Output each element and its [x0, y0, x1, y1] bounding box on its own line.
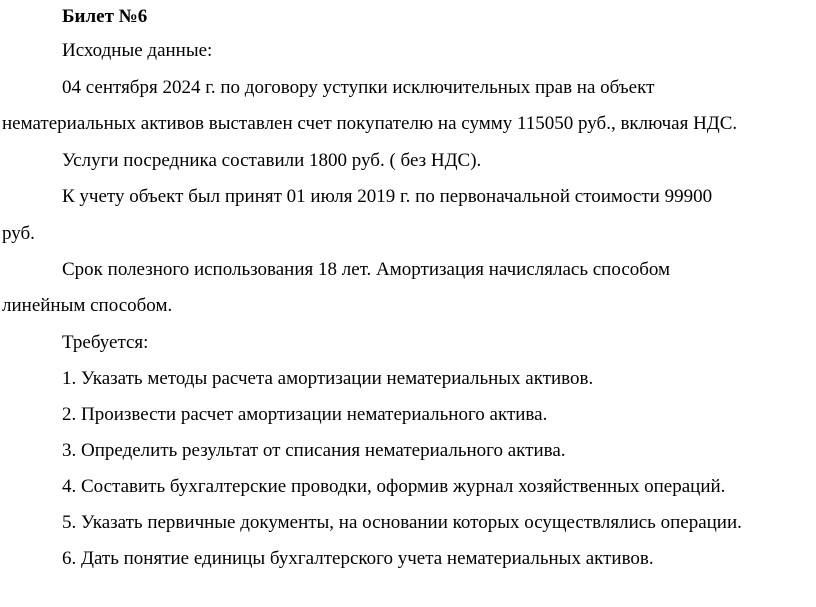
requirement-item: 5. Указать первичные документы, на основании которых осуществлялись операции.: [62, 512, 742, 533]
paragraph-3-line-2: руб.: [2, 223, 35, 244]
requirement-item: 6. Дать понятие единицы бухгалтерского учета нематериальных активов.: [62, 548, 654, 569]
requirement-item: 3. Определить результат от списания нематериального актива.: [62, 440, 566, 461]
requirements-heading: Требуется:: [62, 332, 149, 353]
requirement-item: 4. Составить бухгалтерские проводки, оформив журнал хозяйственных операций.: [62, 476, 726, 497]
ticket-title: Билет №6: [62, 6, 148, 27]
paragraph-4-line-1: Срок полезного использования 18 лет. Амортизация начислялась способом: [62, 259, 671, 280]
source-data-heading: Исходные данные:: [62, 40, 213, 61]
requirement-item: 1. Указать методы расчета амортизации нематериальных активов.: [62, 368, 594, 389]
paragraph-1-line-2: нематериальных активов выставлен счет покупателю на сумму 115050 руб., включая НДС.: [2, 113, 738, 134]
paragraph-1-line-1: 04 сентября 2024 г. по договору уступки исключительных прав на объект: [62, 77, 655, 98]
requirement-item: 2. Произвести расчет амортизации нематериального актива.: [62, 404, 548, 425]
paragraph-2: Услуги посредника составили 1800 руб. ( без НДС).: [62, 150, 482, 171]
paragraph-4-line-2: линейным способом.: [2, 295, 173, 316]
paragraph-3-line-1: К учету объект был принят 01 июля 2019 г. по первоначальной стоимости 99900: [62, 186, 713, 207]
